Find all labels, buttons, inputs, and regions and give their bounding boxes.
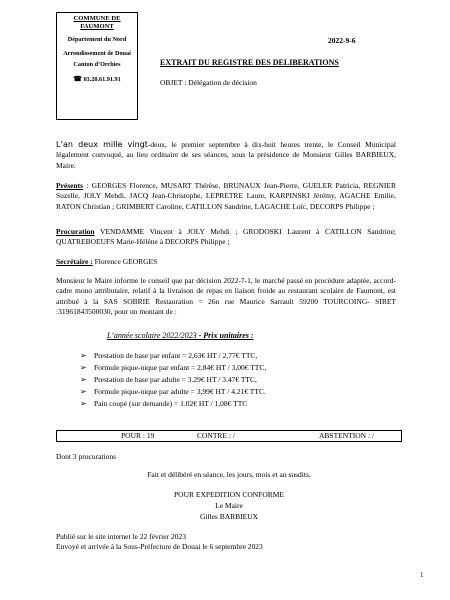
commune-name: COMMUNE DE FAUMONT — [73, 15, 121, 30]
canton: Canton d’Orchies — [73, 61, 121, 69]
publie-line: Publié sur le site internet le 22 février 2023 — [56, 532, 186, 541]
secretaire-label: Secrétaire : — [56, 257, 93, 266]
procuration-label: Procuration — [56, 227, 95, 236]
arrow-bullet-icon: ➢ — [80, 351, 87, 360]
phone-icon: ☎ — [73, 75, 83, 84]
arrow-bullet-icon: ➢ — [80, 363, 87, 372]
procuration-text: VENDAMME Vincent à JOLY Mehdi ; GRODOSKI Laurent à CATILLON Sandrine; QUATREBOEUFS Marie-Hélène à DECORPS Philippe ; — [56, 227, 396, 247]
closing-line: Fait et délibéré en séance, les jours, mois et an susdits. — [147, 470, 311, 479]
arrow-bullet-icon: ➢ — [80, 375, 87, 384]
arrow-bullet-icon: ➢ — [80, 387, 87, 396]
arrondissement: Arrondissement de Douai — [63, 50, 131, 58]
list-item: ➢ Prestation de base par enfant = 2,63€ HT / 2,77€ TTC, — [80, 351, 258, 360]
objet-line: OBJET : Délégation de décision — [160, 78, 257, 87]
list-item: ➢ Formule pique-nique par enfant = 2,84€ HT / 3,00€ TTC, — [80, 363, 267, 372]
body-paragraph: Monsieur le Maire informe le conseil que par décision 2022-7-1, le marché passé en procédure adaptée, accord-cadre mono attributaire, relatif à la livraison de repas en liaison froide au restaurant scolaire de Faumont, est attribué à la SAS SOBRIE Restauration = 26n rue Maurice Sarrault 59200 TOURCOING- SIRET :31961843500030, pour un montant de : — [56, 276, 396, 316]
prices-title-suffix: - Prix unitaires : — [196, 331, 254, 340]
prices-title — [107, 331, 254, 340]
le-maire: Le Maire — [215, 501, 243, 510]
list-item: ➢ Formule pique-nique par adulte = 3,99€ HT / 4.21€ TTC. — [80, 387, 266, 396]
phone-number: 03.20.61.91.91 — [83, 76, 121, 84]
prices-title-year: L’année scolaire 2022/2023 — [107, 331, 197, 340]
secretaire-paragraph — [56, 257, 396, 267]
page-number: 1 — [420, 571, 424, 579]
list-item: ➢ Prestation de base par adulte = 3.29€ HT / 3.47€ TTC, — [80, 375, 257, 384]
document-date: 2022-9-6 — [328, 36, 356, 45]
secretaire-text: Florence GEORGES — [92, 257, 158, 266]
intro-paragraph — [56, 140, 396, 171]
commune-header-box — [56, 12, 138, 120]
arrow-bullet-icon: ➢ — [80, 399, 87, 408]
vote-abstention: ABSTENTION : / — [319, 431, 374, 440]
procuration-paragraph — [56, 227, 396, 248]
prices-list — [80, 350, 266, 410]
presents-text: : GEORGES Florence, MUSART Thérèse, BRUNAUX Jean-Pierre, GUELER Patricia, REGNIER Suzelle, JOLY Mehdi, JACQ Jean-Christophe, LEPRETRE Laure, KARPINSKI Jérémy, AGACHE Emilie, RATON Christian ; GRIMBERT Caroline, CATILLON Sandrine, LAGACHE Loïc, DECORPS Philippe ; — [56, 181, 396, 211]
presents-paragraph — [56, 181, 396, 212]
expedition-line: POUR EXPEDITION CONFORME — [173, 490, 284, 499]
envoye-line: Envoyé et arrivée à la Sous-Préfecture de Douai le 6 septembre 2023 — [56, 542, 263, 551]
procurations-count: Dont 3 procurations — [56, 452, 116, 461]
list-item: ➢ Pain coupé (sur demande) = 1.02€ HT / 1,08€ TTC — [80, 399, 248, 408]
vote-box — [56, 430, 402, 442]
phone-line — [57, 75, 137, 84]
intro-handwritten: L’an deux mille vingt — [56, 140, 148, 149]
vote-pour: POUR : 19 — [121, 431, 155, 440]
intro-text: -deux, le premier septembre à dix-huit heures trente, le Conseil Municipal légalement convoqué, au lieu ordinaire de ses séances, sous la présidence de Monsieur Gilles BARBIEUX, Maire. — [56, 140, 397, 170]
maire-name: Gilles BARBIEUX — [199, 512, 259, 521]
presents-label: Présents — [56, 181, 84, 190]
extrait-title: EXTRAIT DU REGISTRE DES DELIBERATIONS — [160, 58, 339, 67]
vote-contre: CONTRE : / — [197, 431, 235, 440]
departement: Département du Nord — [67, 36, 127, 44]
